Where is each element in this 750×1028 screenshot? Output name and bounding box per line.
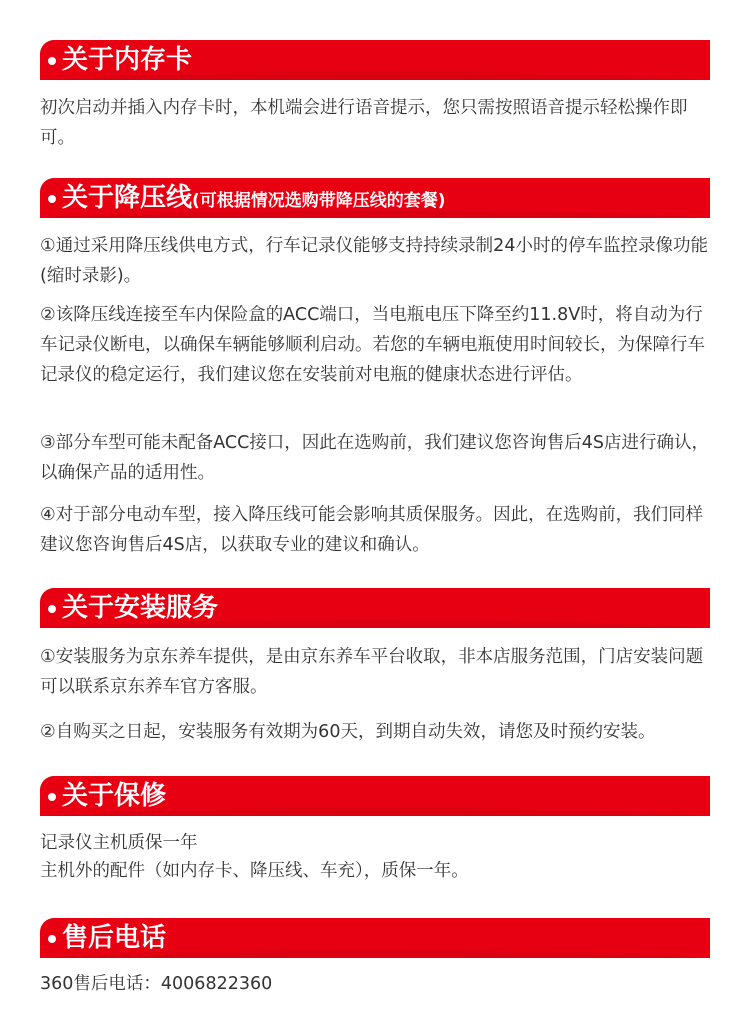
section-header-warranty: [40, 776, 710, 816]
bullet-dot-icon: [48, 793, 56, 801]
section-title: 售后电话: [62, 923, 167, 953]
bullet-dot-icon: [48, 195, 56, 203]
installation-item-1: ①安装服务为京东养车提供，是由京东养车平台收取，非本店服务范围，门店安装问题可以联系京东养车官方客服。: [40, 647, 704, 697]
hotline-text: 360售后电话：4006822360: [40, 974, 273, 994]
section-header-memory-card: [40, 40, 710, 80]
section-header-hotline: [40, 918, 710, 958]
buck-line-item-4: ④对于部分电动车型，接入降压线可能会影响其质保服务。因此，在选购前，我们同样建议您咨询售后4S店，以获取专业的建议和确认。: [40, 505, 704, 555]
section-subtitle: (可根据情况选购带降压线的套餐): [192, 191, 446, 211]
buck-line-item-3: ③部分车型可能未配备ACC接口，因此在选购前，我们建议您咨询售后4S店进行确认，以确保产品的适用性。: [40, 433, 710, 483]
buck-line-item-1: ①通过采用降压线供电方式，行车记录仪能够支持持续录制24小时的停车监控录像功能(缩时录影)。: [40, 236, 708, 286]
section-title-main: 关于降压线: [62, 183, 193, 213]
warranty-line-1: 记录仪主机质保一年: [40, 833, 198, 853]
buck-line-item-2: ②该降压线连接至车内保险盒的ACC端口，当电瓶电压下降至约11.8V时，将自动为行车记录仪断电，以确保车辆能够顺利启动。若您的车辆电瓶使用时间较长，为保障行车记录仪的稳定运行，我们建议您在安装前对电瓶的健康状态进行评估。: [40, 305, 705, 385]
bullet-dot-icon: [48, 605, 56, 613]
section-header-installation: [40, 588, 710, 628]
section-header-buck-line: [40, 178, 710, 218]
section-title: [62, 182, 446, 217]
installation-item-2: ②自购买之日起，安装服务有效期为60天，到期自动失效，请您及时预约安装。: [40, 722, 656, 742]
section-title: 关于内存卡: [62, 45, 193, 75]
bullet-dot-icon: [48, 57, 56, 65]
section-title: 关于安装服务: [62, 593, 219, 623]
section-title: 关于保修: [62, 781, 167, 811]
bullet-dot-icon: [48, 935, 56, 943]
warranty-line-2: 主机外的配件（如内存卡、降压线、车充），质保一年。: [40, 861, 469, 881]
memory-card-text: 初次启动并插入内存卡时，本机端会进行语音提示，您只需按照语音提示轻松操作即可。: [40, 98, 688, 148]
